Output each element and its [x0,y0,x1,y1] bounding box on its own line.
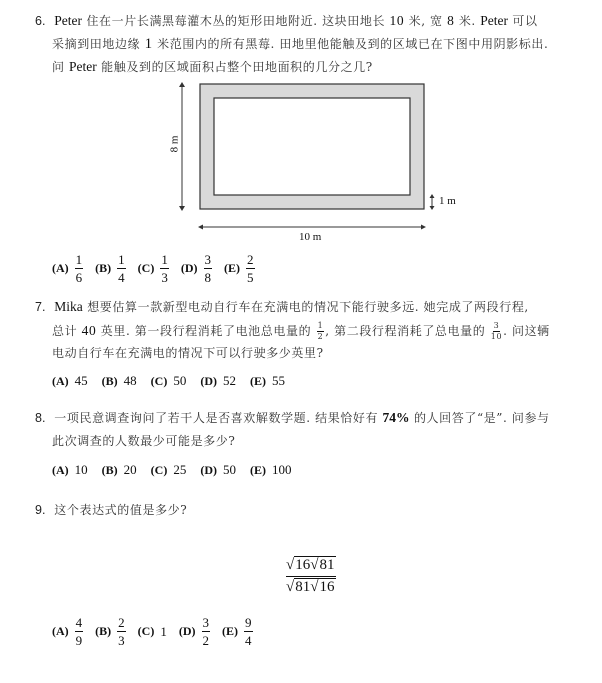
q7-line-1: 7. Mika 想要估算一款新型电动自行车在充满电的情况下能行驶多远. 她完成了两段行程, [35,299,529,314]
choice-b[interactable]: (B) 20 [101,462,137,477]
choice-c[interactable]: (C) 1 [137,623,167,639]
choice-e[interactable]: (E) $\frac{9}{4}$ [222,615,252,648]
fraction: $\frac{9}{4}$ [245,615,252,648]
q6-line-3: 问 Peter 能触及到的区域面积占整个田地面积的几分之几? [52,59,373,74]
choice-d[interactable]: (D) $\frac{3}{2}$ [178,615,210,648]
fraction-three-tenths: $\frac{3}{10}$ [490,321,503,341]
field-diagram [168,80,468,245]
fraction: $\frac{3}{8}$ [204,252,212,285]
field-figure [168,80,468,245]
q7-line-3: 电动自行车在充满电的情况下可以行驶多少英里? [52,346,324,360]
width-label: 10 m [299,231,322,243]
choice-e[interactable]: (E) 100 [250,462,292,477]
q6-choices [52,253,255,284]
choice-d[interactable]: (D) 50 [200,462,237,477]
choice-a[interactable]: (A) $\frac{1}{6}$ [52,252,83,285]
choice-d[interactable]: (D) 52 [200,373,237,388]
q9-choices [52,616,253,647]
fraction-one-half: $\frac{1}{2}$ [317,321,324,341]
expression-numerator: √16√81 [286,558,336,577]
fraction: $\frac{2}{3}$ [118,615,125,648]
q7-choices [52,373,285,389]
choice-c[interactable]: (C) 50 [150,373,187,388]
border-width-label: 1 m [439,195,456,207]
choice-c[interactable]: (C) $\frac{1}{3}$ [137,252,168,285]
choice-b[interactable]: (B) $\frac{2}{3}$ [95,615,125,648]
fraction: $\frac{1}{3}$ [161,252,168,285]
choice-c[interactable]: (C) 25 [150,462,187,477]
choice-a[interactable]: (A) 45 [52,373,88,388]
question-number: 7. [35,300,46,314]
fraction: $\frac{3}{2}$ [202,615,210,648]
radical-expression [286,558,336,595]
expression-denominator: √81√16 [286,579,335,595]
height-label: 8 m [168,135,181,153]
fraction: $\frac{1}{4}$ [118,252,125,285]
fraction: $\frac{1}{6}$ [75,252,83,285]
fraction: $\frac{2}{5}$ [247,252,254,285]
question-number: 6. [35,14,46,28]
q8-line-2: 此次调查的人数最少可能是多少? [52,434,236,448]
question-number: 9. [35,503,46,517]
question-number: 8. [35,411,46,425]
choice-e[interactable]: (E) 55 [250,373,286,388]
q8-line-1: 8. 一项民意调查询问了若干人是否喜欢解数学题. 结果恰好有 74% 的人回答了“是”. 问参与 [35,410,550,425]
q6-line-2: 采摘到田地边缘 1 米范围内的所有黑莓. 田地里他能触及到的区域已在下图中用阴影标出. [52,36,549,52]
q6-line-1: 6. Peter 住在一片长满黑莓灌木丛的矩形田地附近. 这块田地长 10 米, 宽 8 米. Peter 可以 [35,13,538,28]
choice-b[interactable]: (B) 48 [101,373,137,388]
fraction: $\frac{4}{9}$ [75,615,83,648]
choice-e[interactable]: (E) $\frac{2}{5}$ [224,252,254,285]
q7-line-2: 总计 40 英里. 第一段行程消耗了电池总电量的 $\frac{1}{2}$ , 第二段行程消耗了总电量的 $\frac{3}{10}$ . 问这辆 [52,321,550,341]
choice-a[interactable]: (A) 10 [52,462,88,477]
choice-a[interactable]: (A) $\frac{4}{9}$ [52,615,83,648]
choice-b[interactable]: (B) $\frac{1}{4}$ [95,252,125,285]
q8-choices [52,462,292,478]
choice-d[interactable]: (D) $\frac{3}{8}$ [180,252,212,285]
q9-line-1: 9. 这个表达式的值是多少? [35,503,188,517]
